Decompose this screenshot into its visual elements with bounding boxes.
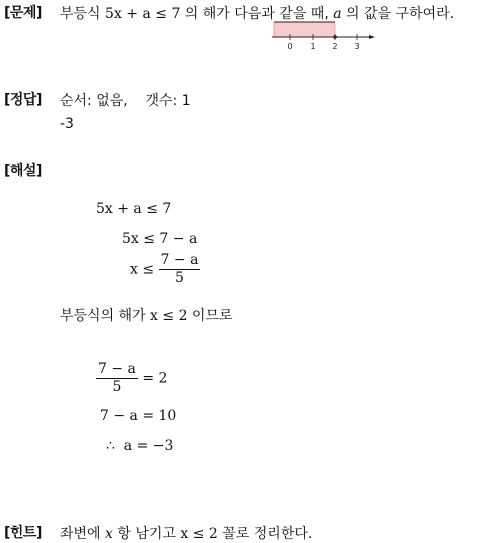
solution-label: [해설] [4, 163, 42, 179]
solution-step-6: ∴ a = −3 [106, 438, 174, 454]
tick-label-1: 1 [310, 42, 316, 51]
step-4-fraction [96, 362, 138, 395]
hint-middle: 항 남기고 [112, 526, 181, 542]
problem-inequality: 5x + a ≤ 7 [105, 6, 181, 22]
tick-label-3: 3 [354, 42, 360, 51]
sentence-math: x ≤ 2 [150, 308, 188, 324]
step-3-denominator: 5 [175, 270, 184, 286]
hint-prefix: 좌변에 [60, 526, 106, 542]
problem-var: a [333, 6, 342, 22]
step-3-numerator: 7 − a [160, 252, 199, 268]
step-4-numerator: 7 − a [98, 361, 136, 377]
solution-step-1: 5x + a ≤ 7 [96, 201, 172, 217]
step-3-lhs: x ≤ [130, 261, 155, 278]
problem-label: [문제] [4, 5, 42, 21]
solution-step-4 [96, 362, 167, 395]
sentence-suffix: 이므로 [187, 308, 233, 324]
solution-step-5: 7 − a = 10 [100, 408, 177, 424]
tick-label-0: 0 [287, 42, 293, 51]
answer-label: [정답] [4, 92, 42, 108]
number-line [268, 20, 380, 52]
hint-math: x ≤ 2 [180, 526, 218, 542]
problem-suffix: 의 값을 구하여라. [341, 6, 455, 22]
endpoint-dot [333, 35, 337, 39]
solution-sentence [60, 305, 233, 325]
step-3-fraction [159, 253, 201, 286]
answer-meta: 순서: 없음, 갯수: 1 [60, 93, 191, 109]
solution-shade [274, 22, 335, 37]
sentence-prefix: 부등식의 해가 [60, 308, 151, 324]
problem-statement [60, 3, 454, 23]
solution-step-3 [130, 253, 200, 286]
step-4-denominator: 5 [112, 379, 122, 395]
problem-prefix: 부등식 [60, 6, 106, 22]
hint-suffix: 꼴로 정리한다. [217, 526, 313, 542]
solution-step-2: 5x ≤ 7 − a [122, 231, 198, 247]
step-4-rhs: = 2 [142, 370, 168, 387]
answer-value: -3 [60, 116, 74, 132]
hint-text [60, 523, 312, 543]
axis-arrow-icon [369, 35, 375, 39]
hint-label: [힌트] [4, 525, 42, 541]
hint-var: x [105, 526, 113, 542]
tick-label-2: 2 [332, 42, 338, 51]
problem-middle: 의 해가 다음과 같을 때, [180, 6, 334, 22]
